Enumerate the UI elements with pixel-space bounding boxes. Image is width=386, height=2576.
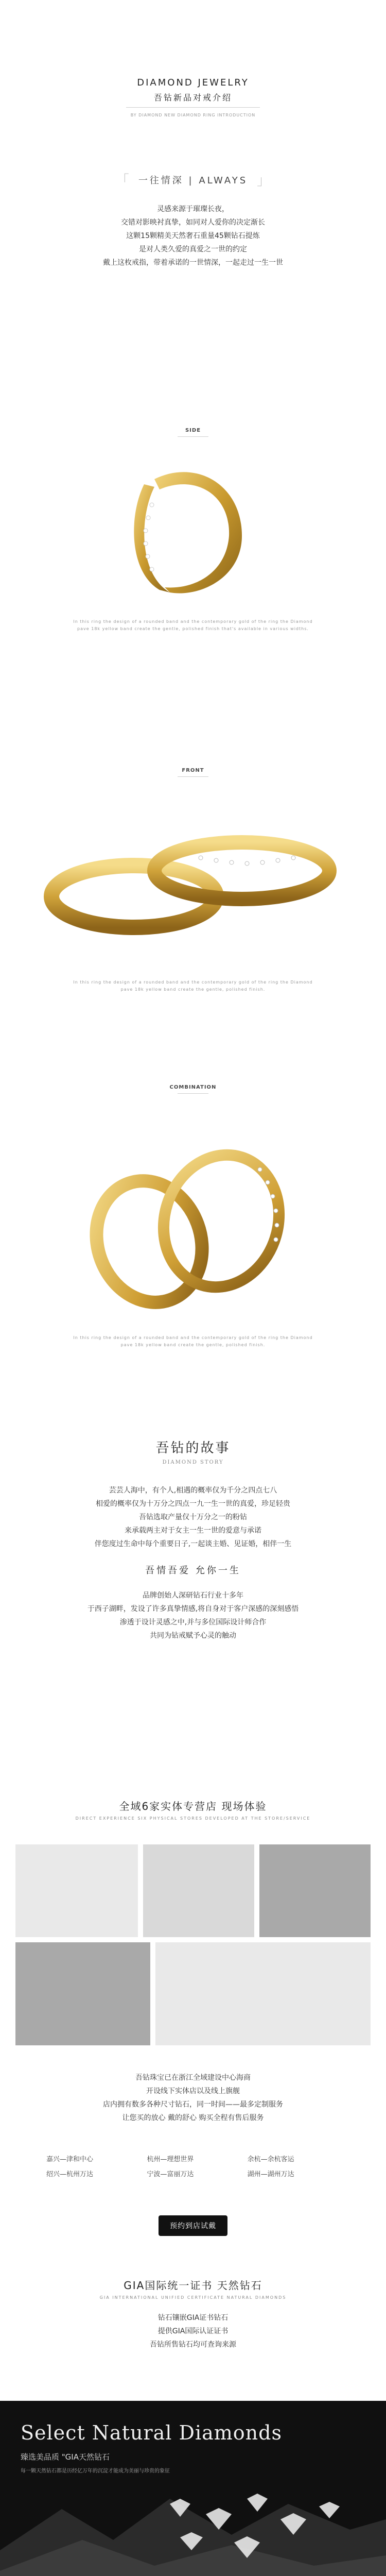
store-line: 店内拥有数多各种尺寸钻石，同一时间——最多定制服务 [103,2100,283,2109]
caption-combination-text: In this ring the design of a rounded band and the contemporary gold of the ring the Diamond pave 18k yellow band create the gentle, polished finish. [73,1335,313,1347]
story [0,1437,386,1642]
banner-title: Select Natural Diamonds [21,2421,282,2444]
quote-open-icon: 「 [115,173,129,189]
intro-lines [0,202,386,269]
city-item[interactable]: 嘉兴—津和中心 [46,2156,94,2163]
ring-combination-image [0,1108,386,1324]
store-photo-counter [143,1844,254,1937]
story-line: 芸芸人海中，有个人,相遇的概率仅为千分之四点七八 [109,1486,277,1495]
banner-desc: 每一颗天然钻石都是历经亿万年的沉淀才能成为美丽与珍贵的象征 [21,2468,170,2474]
divider [178,436,208,437]
city-item[interactable]: 宁波—富丽万达 [147,2171,194,2178]
header-divider [126,107,260,108]
view-side-label-text: SIDE [185,428,201,433]
caption-front-text: In this ring the design of a rounded band and the contemporary gold of the ring the Diamond pave 18k yellow band create the gentle, polished finish. [73,980,313,992]
gia-subtitle: GIA INTERNATIONAL UNIFIED CERTIFICATE NATURAL DIAMONDS [99,2295,287,2300]
story-line: 相爱的概率仅为十万分之四点一九一生一世的真爱，珍足轻贵 [96,1500,290,1508]
view-front-label-text: FRONT [182,768,204,773]
gia-line: 提供GIA国际认证证书 [157,2327,229,2335]
store-cities [0,2154,386,2178]
story-line: 共同为钻戒赋予心灵的触动 [150,1632,236,1640]
book-store-visit-button[interactable]: 预约到店试戴 [159,2215,227,2236]
view-front-label [0,768,386,782]
story-line: 伴您度过生命中每个重要日子,一起谈主婚、见证婚，相伴一生 [94,1540,292,1548]
caption-side-text: In this ring the design of a rounded band and the contemporary gold of the ring the Diamond pave 18k yellow band create the gentle, polished finish that's available in various widths. [73,619,313,631]
store-desc [0,2071,386,2125]
store-title: 全域6家实体专营店 现场体验 [119,1800,267,1812]
gia [0,2277,386,2351]
store-header [0,1798,386,1821]
gia-title: GIA国际统一证书 天然钻石 [124,2279,262,2292]
intro-heading-text: 一往情深 | ALWAYS [138,175,248,186]
banner-subtitle: 臻选美品质 "GIA天然钻石 [21,2452,110,2462]
intro-line: 戴上这枚戒指，带着承诺的一世情深，一起走过一生一世 [103,259,283,267]
intro [0,170,386,269]
header-tagline: BY DIAMOND NEW DIAMOND RING INTRODUCTION [130,113,256,117]
store-line: 让您买的放心 戴的舒心 购买全程有售后服务 [122,2114,264,2122]
ring-side-svg [0,443,386,613]
story-emphasis: 吾情吾爱 允你一生 [145,1565,241,1576]
story-title: 吾钻的故事 [155,1440,231,1456]
story-line: 于西子湖畔，发设了许多真挚情感,将自身对于客户深感的深刻感悟 [87,1605,299,1613]
city-item[interactable]: 湖州—湖州万达 [247,2171,294,2178]
city-item[interactable]: 杭州—理想世界 [147,2156,194,2163]
store-photo-entrance [15,1844,138,1937]
intro-line: 灵感来源于璀璨长夜， [157,205,229,213]
ring-side-image [0,443,386,613]
store-cta [0,2215,386,2236]
story-line: 渗透于设计灵感之中,并与多位国际设计师合作 [119,1618,267,1626]
city-item[interactable]: 余杭—余杭客运 [247,2156,294,2163]
view-combination-label [0,1084,386,1099]
divider [178,1093,208,1094]
store-photo-hall [155,1942,371,2045]
caption-combination [0,1334,386,1349]
story-line: 品牌创始人深研钻石行业十多年 [143,1591,243,1600]
quote-close-icon: 」 [257,173,271,189]
header [0,77,386,117]
city-item[interactable]: 绍兴—杭州万达 [46,2171,94,2178]
intro-line: 这颗15颗精美天然奢石重量45颗钻石提炼 [126,232,260,240]
store-photos [0,1844,386,2045]
intro-heading [0,170,386,189]
natural-diamonds-banner [0,2401,386,2576]
ring-combination-svg [0,1108,386,1324]
gia-line: 钻石镶嵌GIA证书钻石 [157,2314,229,2322]
store-subtitle: DIRECT EXPERIENCE SIX PHYSICAL STORES DEVELOPED AT THE STORE/SERVICE [75,1816,311,1821]
intro-line: 是对人类久爱的真爱之一世的约定 [139,245,247,253]
story-subtitle: DIAMOND STORY [162,1460,224,1465]
store-line: 吾钻珠宝已在浙江全域建设中心海商 [135,2074,251,2082]
caption-front [0,979,386,993]
intro-line: 交错对影映衬真挚，如同对人爱你的决定渐长 [121,218,265,227]
header-subtitle: 吾钻新品对戒介绍 [153,93,232,103]
store-photo-display [259,1844,371,1937]
divider [178,776,208,777]
ring-front-image [0,793,386,963]
gia-line: 吾钻所售钻石均可查询来源 [150,2341,236,2349]
view-combination-label-text: COMBINATION [169,1084,217,1090]
story-line: 吾钻选取产量仅十万分之一的粉钻 [139,1513,247,1521]
view-side-label [0,428,386,442]
header-title: DIAMOND JEWELRY [137,77,249,88]
ring-front-svg [0,793,386,963]
banner-text [21,2421,282,2476]
caption-side [0,618,386,633]
story-line: 来承载两主对于女主一生一世的爱意与承诺 [125,1527,261,1535]
store-line: 开设线下实体店以及线上旗舰 [146,2087,240,2095]
store-photo-glass [15,1942,150,2045]
